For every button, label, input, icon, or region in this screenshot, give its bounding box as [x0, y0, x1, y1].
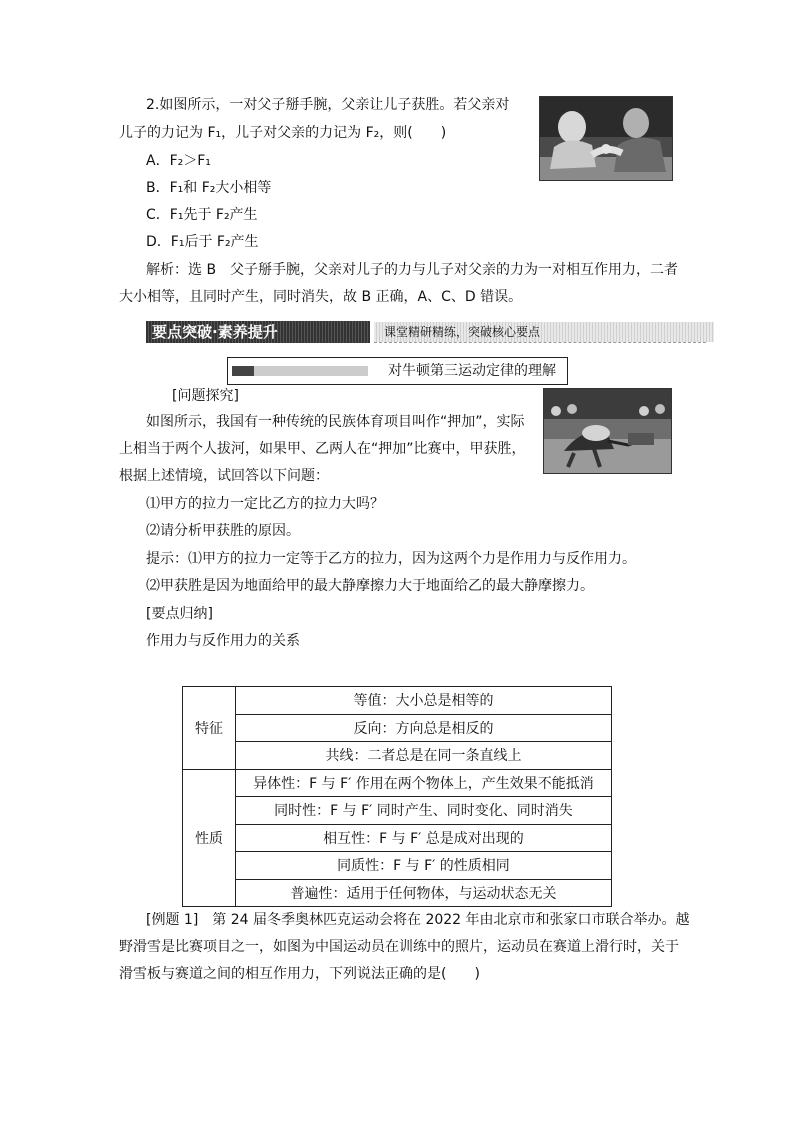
table-cell: 同时性：F 与 F′ 同时产生、同时变化、同时消失	[236, 797, 612, 825]
table-cell: 共线：二者总是在同一条直线上	[236, 742, 612, 770]
banner-divider	[374, 342, 706, 343]
inquiry-line-3: 根据上述情境，试回答以下问题：	[119, 468, 329, 484]
table-row	[183, 714, 612, 742]
table-row	[183, 742, 612, 770]
group-label-features: 特征	[183, 687, 236, 770]
topic-box	[227, 357, 568, 385]
table-cell: 普遍性：适用于任何物体，与运动状态无关	[236, 879, 612, 907]
table-row	[183, 797, 612, 825]
example-line-2: 野滑雪是比赛项目之一，如图为中国运动员在训练中的照片，运动员在赛道上滑行时，关于	[119, 939, 679, 955]
table-cell: 等值：大小总是相等的	[236, 687, 612, 715]
option-b: B．F₁和 F₂大小相等	[146, 180, 272, 196]
hint-line-1: 提示：⑴甲方的拉力一定等于乙方的拉力，因为这两个力是作用力与反作用力。	[146, 551, 636, 567]
table-cell: 同质性：F 与 F′ 的性质相同	[236, 852, 612, 880]
yajia-contest-photo	[543, 388, 672, 474]
analysis-line-1: 解析：选 B 父子掰手腕，父亲对儿子的力与儿子对父亲的力为一对相互作用力，二者	[146, 262, 679, 278]
table-row	[183, 824, 612, 852]
option-d: D．F₁后于 F₂产生	[146, 234, 259, 250]
example-line-3: 滑雪板与赛道之间的相互作用力，下列说法正确的是( )	[119, 966, 480, 982]
inquiry-question-1: ⑴甲方的拉力一定比乙方的拉力大吗？	[146, 496, 384, 512]
relation-table	[182, 686, 612, 907]
table-cell: 反向：方向总是相反的	[236, 714, 612, 742]
question-2-line-1: 2.如图所示，一对父子掰手腕，父亲让儿子获胜。若父亲对	[146, 97, 510, 113]
table-row	[183, 879, 612, 907]
table-cell: 相互性：F 与 F′ 总是成对出现的	[236, 824, 612, 852]
hint-line-2: ⑵甲获胜是因为地面给甲的最大静摩擦力大于地面给乙的最大静摩擦力。	[146, 578, 594, 594]
arm-wrestling-photo	[539, 96, 673, 181]
table-row	[183, 769, 612, 797]
inquiry-question-2: ⑵请分析甲获胜的原因。	[146, 523, 300, 539]
analysis-line-2: 大小相等，且同时产生，同时消失，故 B 正确，A、C、D 错误。	[119, 289, 523, 305]
group-label-properties: 性质	[183, 769, 236, 907]
option-a: A．F₂＞F₁	[146, 153, 211, 169]
inquiry-line-2: 上相当于两个人拔河，如果甲、乙两人在“押加”比赛中，甲获胜，	[119, 441, 526, 457]
banner-subtitle: 课堂精研精练，突破核心要点	[374, 322, 714, 342]
summary-subtitle: 作用力与反作用力的关系	[146, 633, 300, 649]
question-2-line-2: 儿子的力记为 F₁，儿子对父亲的力记为 F₂，则( )	[119, 125, 447, 141]
inquiry-line-1: 如图所示，我国有一种传统的民族体育项目叫作“押加”，实际	[146, 414, 525, 430]
table-row	[183, 852, 612, 880]
option-c: C．F₁先于 F₂产生	[146, 207, 258, 223]
section-banner	[146, 320, 706, 344]
inquiry-heading: [问题探究]	[172, 388, 239, 404]
table-row	[183, 687, 612, 715]
topic-title: 对牛顿第三运动定律的理解	[388, 363, 556, 379]
example-line-1: [例题 1] 第 24 届冬季奥林匹克运动会将在 2022 年由北京市和张家口市联合举办。越	[146, 912, 690, 928]
summary-heading: [要点归纳]	[146, 606, 213, 622]
table-cell: 异体性：F 与 F′ 作用在两个物体上，产生效果不能抵消	[236, 769, 612, 797]
banner-title: 要点突破·素养提升	[146, 321, 370, 343]
topic-tag-decoration	[232, 366, 368, 376]
